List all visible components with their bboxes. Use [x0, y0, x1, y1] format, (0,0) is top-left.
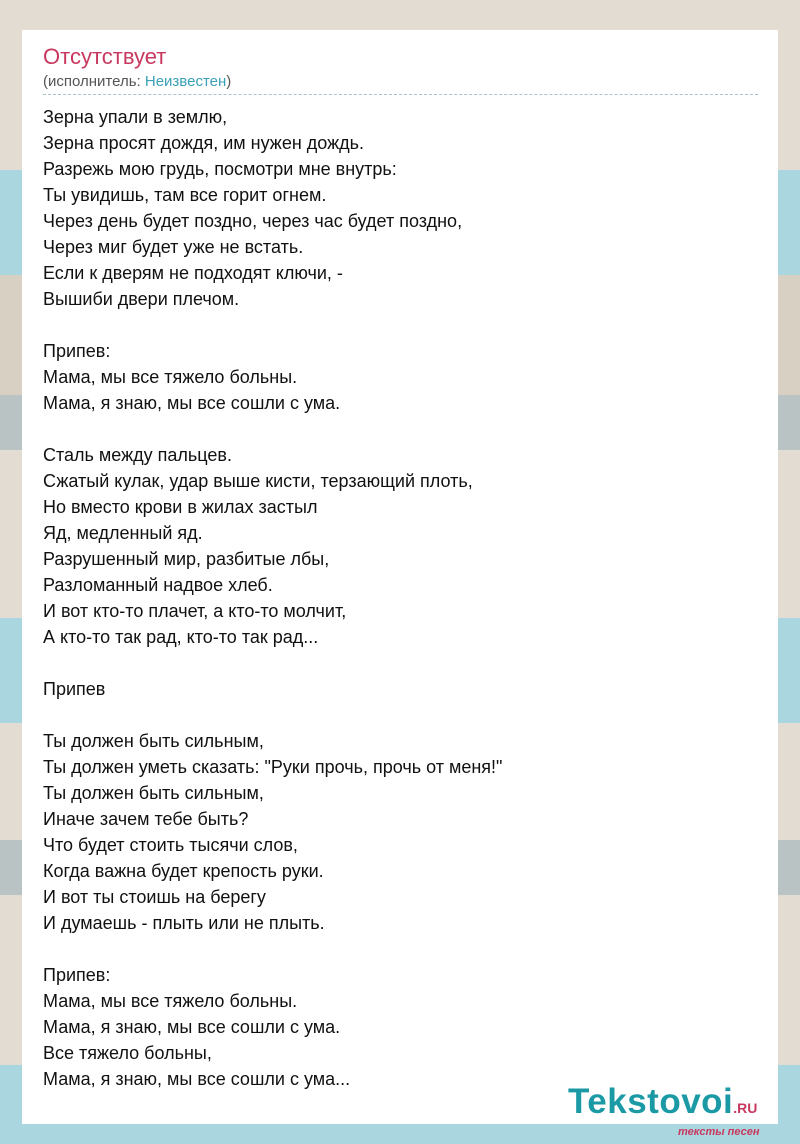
lyric-line: Зерна просят дождя, им нужен дождь. — [43, 133, 365, 153]
song-title: Отсутствует — [43, 44, 167, 69]
lyric-line: Ты должен уметь сказать: "Руки прочь, прочь от меня!" — [43, 757, 503, 777]
lyric-line: Сталь между пальцев. — [43, 445, 232, 465]
lyric-line: Мама, я знаю, мы все сошли с ума. — [43, 1017, 341, 1037]
lyric-line: Мама, мы все тяжело больны. — [43, 367, 298, 387]
lyric-line: Но вместо крови в жилах застыл — [43, 497, 318, 517]
lyric-line: Если к дверям не подходят ключи, - — [43, 263, 343, 283]
lyric-line: Все тяжело больны, — [43, 1043, 212, 1063]
lyric-line: Яд, медленный яд. — [43, 523, 203, 543]
lyric-line: Мама, я знаю, мы все сошли с ума... — [43, 1069, 351, 1089]
lyric-line: Через миг будет уже не встать. — [43, 237, 304, 257]
lyric-line: И думаешь - плыть или не плыть. — [43, 913, 325, 933]
lyric-line: Когда важна будет крепость руки. — [43, 861, 324, 881]
lyric-line — [43, 650, 502, 676]
site-logo[interactable] — [568, 1082, 778, 1138]
lyric-line: Иначе зачем тебе быть? — [43, 809, 249, 829]
lyric-line: Припев: — [43, 341, 111, 361]
lyric-line: Мама, мы все тяжело больны. — [43, 991, 298, 1011]
lyrics-card — [22, 30, 778, 1138]
lyric-line: Зерна упали в землю, — [43, 107, 228, 127]
lyric-line: Ты должен быть сильным, — [43, 783, 264, 803]
lyrics-text — [43, 104, 502, 1092]
lyric-line: Припев: — [43, 965, 111, 985]
lyric-line — [43, 312, 502, 338]
lyric-line: А кто-то так рад, кто-то так рад... — [43, 627, 319, 647]
title-divider — [43, 94, 758, 95]
lyric-line — [43, 702, 502, 728]
lyric-line: Вышиби двери плечом. — [43, 289, 240, 309]
lyric-line: Что будет стоить тысячи слов, — [43, 835, 298, 855]
logo-name: Tekstovoi — [568, 1082, 734, 1121]
artist-suffix: ) — [226, 73, 232, 90]
artist-prefix: (исполнитель: — [43, 73, 145, 90]
lyric-line — [43, 936, 502, 962]
lyric-line: Разрежь мою грудь, посмотри мне внутрь: — [43, 159, 397, 179]
lyric-line: Припев — [43, 679, 106, 699]
lyric-line — [43, 416, 502, 442]
lyric-line: Через день будет поздно, через час будет поздно, — [43, 211, 463, 231]
lyric-line: Ты увидишь, там все горит огнем. — [43, 185, 327, 205]
lyric-line: И вот кто-то плачет, а кто-то молчит, — [43, 601, 347, 621]
artist-line — [43, 73, 231, 90]
lyric-line: Разрушенный мир, разбитые лбы, — [43, 549, 330, 569]
lyric-line: И вот ты стоишь на берегу — [43, 887, 266, 907]
lyric-line: Ты должен быть сильным, — [43, 731, 264, 751]
logo-tagline: тексты песен — [678, 1126, 760, 1138]
artist-link[interactable]: Неизвестен — [144, 73, 227, 90]
lyric-line: Мама, я знаю, мы все сошли с ума. — [43, 393, 341, 413]
lyric-line: Сжатый кулак, удар выше кисти, терзающий плоть, — [43, 471, 473, 491]
logo-tld: .RU — [733, 1100, 758, 1116]
lyric-line: Разломанный надвое хлеб. — [43, 575, 273, 595]
